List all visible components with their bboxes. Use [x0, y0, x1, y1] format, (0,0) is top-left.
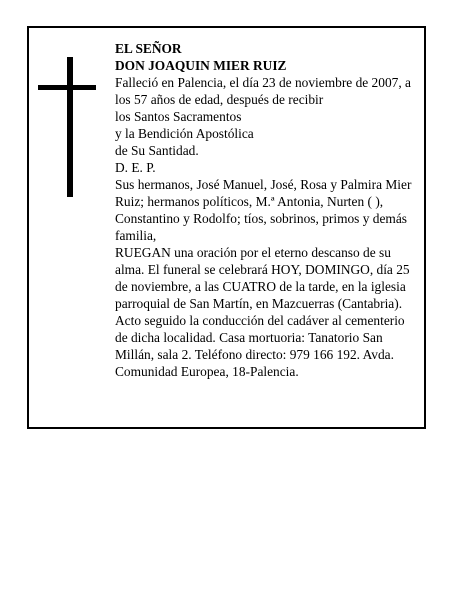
notice-line: y la Bendición Apostólica [115, 126, 254, 141]
rip-abbreviation: D. E. P. [115, 160, 156, 175]
obituary-notice [27, 26, 426, 429]
notice-line: Millán, sala 2. Teléfono directo: 979 166 192. Avda. [115, 347, 394, 362]
notice-line: de dicha localidad. Casa mortuoria: Tanatorio San [115, 330, 383, 345]
notice-line: parroquial de San Martín, en Mazcuerras (Cantabria). [115, 296, 403, 311]
notice-text [115, 40, 421, 380]
notice-line: de noviembre, a las CUATRO de la tarde, en la iglesia [115, 279, 406, 294]
notice-line: Falleció en Palencia, el día 23 de noviembre de 2007, a [115, 75, 411, 90]
notice-line: de Su Santidad. [115, 143, 199, 158]
notice-line: alma. El funeral se celebrará HOY, DOMINGO, día 25 [115, 262, 410, 277]
notice-line: familia, [115, 228, 157, 243]
notice-heading-title: EL SEÑOR [115, 41, 182, 56]
notice-line: Constantino y Rodolfo; tíos, sobrinos, primos y demás [115, 211, 407, 226]
deceased-name: DON JOAQUIN MIER RUIZ [115, 58, 287, 73]
notice-line: Sus hermanos, José Manuel, José, Rosa y Palmira Mier [115, 177, 412, 192]
notice-line: Acto seguido la conducción del cadáver al cementerio [115, 313, 405, 328]
cross-icon-crossbar [38, 85, 96, 90]
notice-line: los 57 años de edad, después de recibir [115, 92, 324, 107]
notice-line: Comunidad Europea, 18-Palencia. [115, 364, 299, 379]
notice-line: los Santos Sacramentos [115, 109, 242, 124]
notice-line: Ruiz; hermanos políticos, M.ª Antonia, Nurten ( ), [115, 194, 384, 209]
notice-line: RUEGAN una oración por el eterno descanso de su [115, 245, 391, 260]
cross-icon [67, 57, 73, 197]
